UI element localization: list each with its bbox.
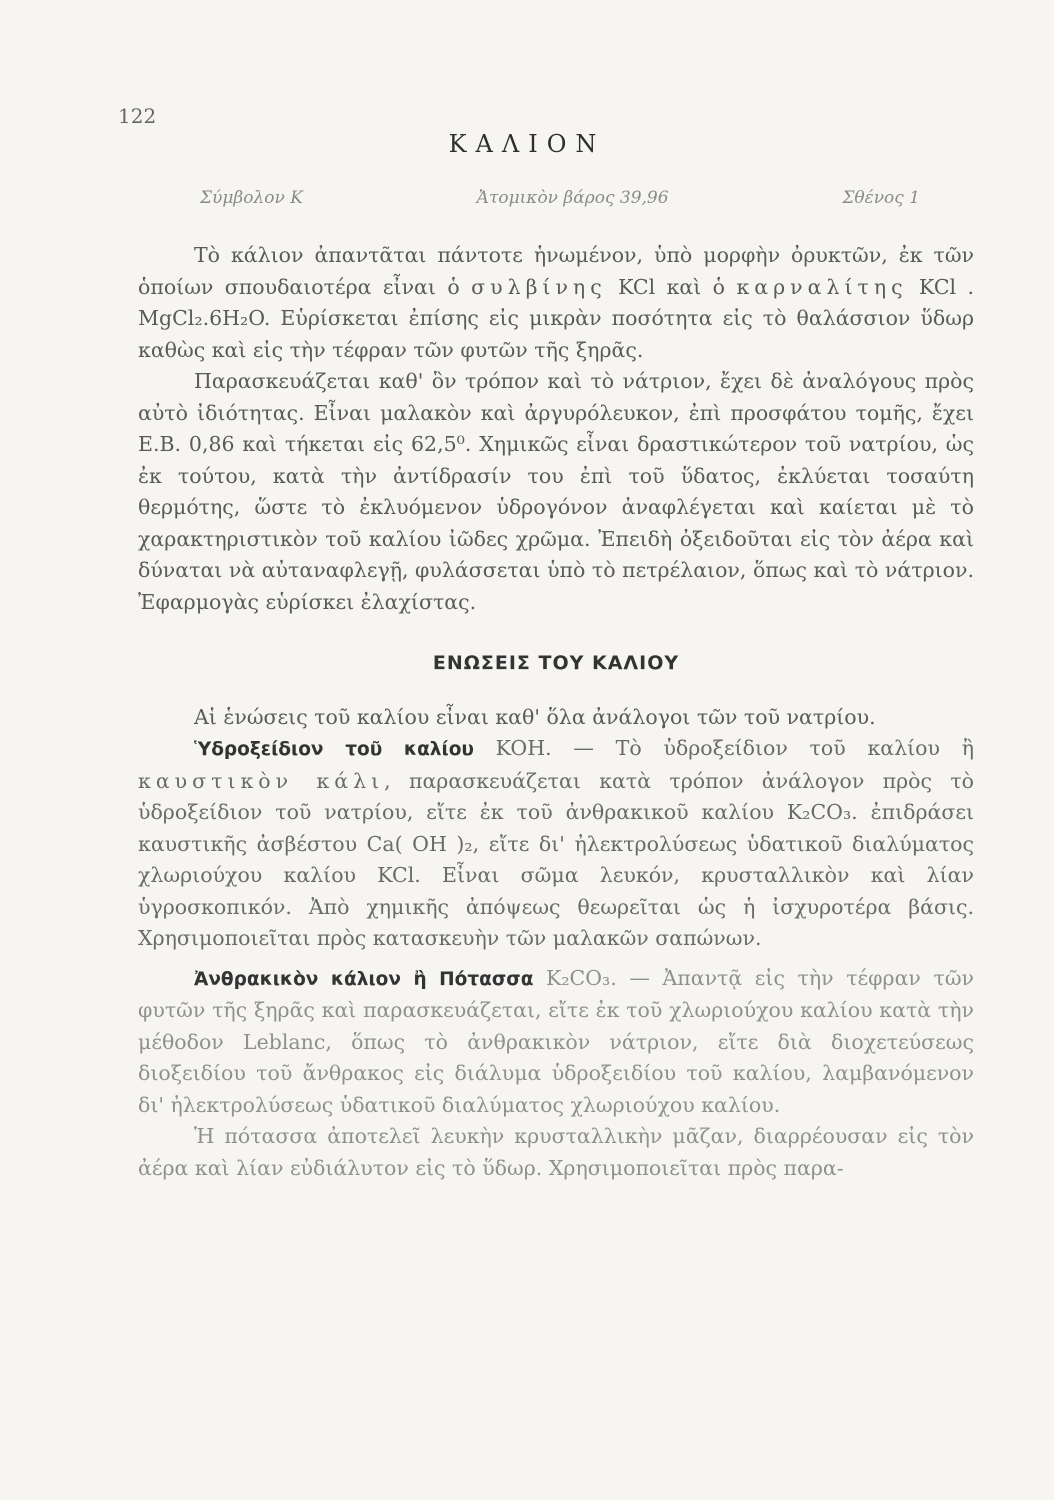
- paragraph-preparation: Παρασκευάζεται καθ' ὃν τρόπον καὶ τὸ νάτριον, ἔχει δὲ ἀναλόγους πρὸς αὐτὸ ἰδιότητας. Εἶναι μαλακὸν καὶ ἀργυρόλευκον, ἐπὶ προσφάτου τομῆς, ἔχει Ε.Β. 0,86 καὶ τήκεται εἰς 62,5⁰. Χημικῶς εἶναι δραστικώτερον τοῦ νατρίου, ὡς ἐκ τούτου, κατὰ τὴν ἀντίδρασίν του ἐπὶ τοῦ ὕδατος, ἐκλύεται τοσαύτη θερμότης, ὥστε τὸ ἐκλυόμενον ὑδρογόνον ἀναφλέγεται καὶ καίεται μὲ τὸ χαρακτηριστικὸν τοῦ καλίου ἰῶδες χρῶμα. Ἐπειδὴ ὀξειδοῦται εἰς τὸν ἀέρα καὶ δύναται νὰ αὐταναφλεγῇ, φυλάσσεται ὑπὸ τὸ πετρέλαιον, ὅπως καὶ τὸ νάτριον. Ἐφαρμογὰς εὑρίσκει ἐλαχίστας.: [138, 369, 974, 614]
- paragraph-k2co3: [138, 963, 974, 1122]
- text-run: KOH. — Τὸ ὑδροξείδιον τοῦ καλίου ἢ: [473, 736, 974, 760]
- body-text: [138, 240, 974, 1184]
- term-koh: Ὑδροξείδιον τοῦ καλίου: [194, 739, 474, 760]
- text-run: KCl . MgCl₂.6H₂O. Εὑρίσκεται ἐπίσης εἰς μικρὰν ποσότητα εἰς τὸ θαλάσσιον ὕδωρ καθὼς καὶ εἰς τὴν τέφραν τῶν φυτῶν τῆς ξηρᾶς.: [138, 274, 975, 362]
- spacer: [138, 955, 974, 963]
- paragraph-potash: Ἡ πότασσα ἀποτελεῖ λευκὴν κρυσταλλικὴν μᾶζαν, διαρρέουσαν εἰς τὸν ἀέρα καὶ λίαν εὐδιάλυτον εἰς τὸ ὕδωρ. Χρησιμοποιεῖται πρὸς παρα-: [138, 1124, 974, 1180]
- element-meta-line: [200, 188, 920, 208]
- term-carnallite: καρναλίτης: [736, 274, 908, 299]
- paragraph-koh: [138, 733, 974, 955]
- text-run: , παρασκευάζεται κατὰ τρόπον ἀνάλογον πρὸς τὸ ὑδροξείδιον τοῦ νατρίου, εἴτε ἐκ τοῦ ἀνθρακικοῦ καλίου K₂CO₃. ἐπιδράσει καυστικῆς ἀσβέστου Ca( OH )₂, εἴτε δι' ἠλεκτρολύσεως ὑδατικοῦ διαλύματος χλωριούχου καλίου KCl. Εἶναι σῶμα λευκόν, κρυσταλλικὸν καὶ λίαν ὑγροσκοπικόν. Ἀπὸ χημικῆς ἀπόψεως θεωρεῖται ὡς ἡ ἰσχυροτέρα βάσις. Χρησιμοποιεῖται πρὸς κατασκευὴν τῶν μαλακῶν σαπώνων.: [138, 768, 975, 950]
- paragraph-compounds-general: Αἱ ἑνώσεις τοῦ καλίου εἶναι καθ' ὅλα ἀνάλογοι τῶν τοῦ νατρίου.: [194, 704, 876, 729]
- page-number: 122: [118, 104, 157, 128]
- text-run: K₂CO₃. — Ἀπαντᾷ εἰς τὴν τέφραν τῶν φυτῶν τῆς ξηρᾶς καὶ παρασκευάζεται, εἴτε ἐκ τοῦ χλωριούχου καλίου κατὰ τὴν μέθοδον Leblanc, ὅπως τὸ ἀνθρακικὸν νάτριον, εἴτε διὰ διοχετεύσεως διοξειδίου τοῦ ἄνθρακος εἰς διάλυμα ὑδροξειδίου τοῦ καλίου, λαμβανόμενον δι' ἠλεκτρολύσεως ὑδατικοῦ διαλύματος χλωριούχου καλίου.: [138, 965, 974, 1117]
- term-caustic-potash: καυστικὸν κάλι: [138, 768, 385, 793]
- page-title: ΚΑΛΙΟΝ: [448, 130, 606, 158]
- element-valence: Σθένος 1: [842, 188, 920, 208]
- text-run: KCl καὶ ὁ: [606, 274, 737, 299]
- element-symbol: Σύμβολον Κ: [200, 188, 303, 208]
- text-run: Τὸ κάλιον ἀπαντᾶται πάντοτε ἡνωμένον, ὑπὸ μορφὴν ὀρυκτῶν, ἐκ τῶν ὁποίων σπουδαιοτέρα εἶναι ὁ: [138, 243, 974, 299]
- term-k2co3: Ἀνθρακικὸν κάλιον ἢ Πότασσα: [194, 968, 534, 990]
- element-atomic-weight: Ἀτομικὸν βάρος 39,96: [476, 188, 669, 208]
- term-sylvinite: συλβίνης: [471, 274, 607, 299]
- paragraph-occurrence: [138, 240, 974, 366]
- section-heading: ΕΝΩΣΕΙΣ ΤΟΥ ΚΑΛΙΟΥ: [432, 652, 680, 674]
